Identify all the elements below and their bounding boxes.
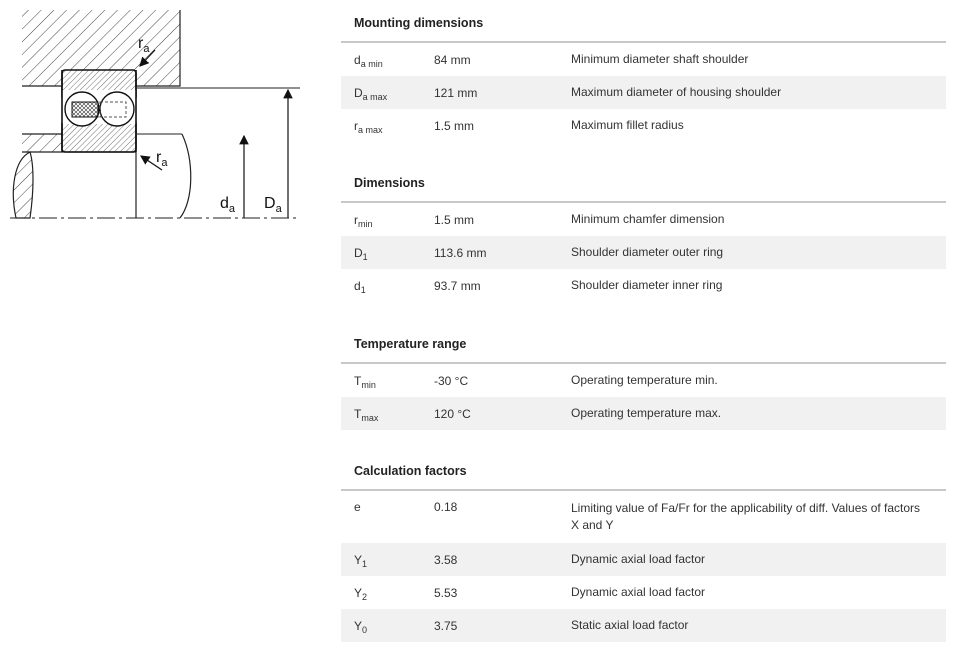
table-row: $Y_2$ 5.53 Dynamic axial load factor bbox=[354, 585, 706, 602]
cage bbox=[72, 102, 98, 117]
svg-text:da: $d_a$ bbox=[220, 195, 236, 215]
section-title: Mounting dimensions bbox=[354, 16, 484, 30]
label-ra-top: r bbox=[138, 35, 144, 52]
section-mounting bbox=[341, 14, 946, 142]
table-row: $Y_1$ 3.58 Dynamic axial load factor bbox=[341, 543, 946, 576]
table-row: $D_1$ 113.6 mm Shoulder diameter outer ring bbox=[341, 236, 946, 269]
section-title: Temperature range bbox=[354, 337, 467, 351]
svg-text:ra: $r_a$ bbox=[156, 149, 168, 169]
table-row: $r_{min}$ 1.5 mm Minimum chamfer dimension bbox=[354, 212, 725, 229]
table-row: $d_{a min}$ 84 mm Minimum diameter shaft shoulder bbox=[354, 52, 749, 69]
svg-text:ra: $r_a$ bbox=[138, 35, 150, 55]
table-row: $r_{a max}$ 1.5 mm Maximum fillet radius bbox=[354, 118, 684, 135]
ball-right bbox=[100, 92, 134, 126]
table-row: $d_1$ 93.7 mm Shoulder diameter inner ring bbox=[354, 278, 723, 295]
table-row: $Y_0$ 3.75 Static axial load factor bbox=[341, 609, 946, 642]
label-ra-bottom: r bbox=[156, 149, 162, 166]
table-row: $T_{min}$ -30 °C Operating temperature min. bbox=[354, 373, 718, 390]
svg-text:Da: $D_a$ bbox=[264, 195, 282, 215]
section-dimensions bbox=[341, 174, 946, 302]
table-row: $T_{max}$ 120 °C Operating temperature max. bbox=[341, 397, 946, 430]
section-temperature bbox=[341, 335, 946, 430]
shaft-hatch bbox=[22, 134, 62, 152]
label-da: d bbox=[220, 195, 229, 212]
bearing-mounting-diagram bbox=[0, 0, 310, 240]
table-row: $D_{a max}$ 121 mm Maximum diameter of housing shoulder bbox=[341, 76, 946, 109]
section-title: Dimensions bbox=[354, 176, 425, 190]
label-Da: D bbox=[264, 195, 276, 212]
shaft-profile bbox=[13, 152, 33, 218]
section-calculation bbox=[341, 462, 946, 642]
table-row: e 0.18 Limiting value of Fa/Fr for the applicability of diff. Values of factors X and Y bbox=[354, 500, 921, 532]
section-title: Calculation factors bbox=[354, 464, 467, 478]
